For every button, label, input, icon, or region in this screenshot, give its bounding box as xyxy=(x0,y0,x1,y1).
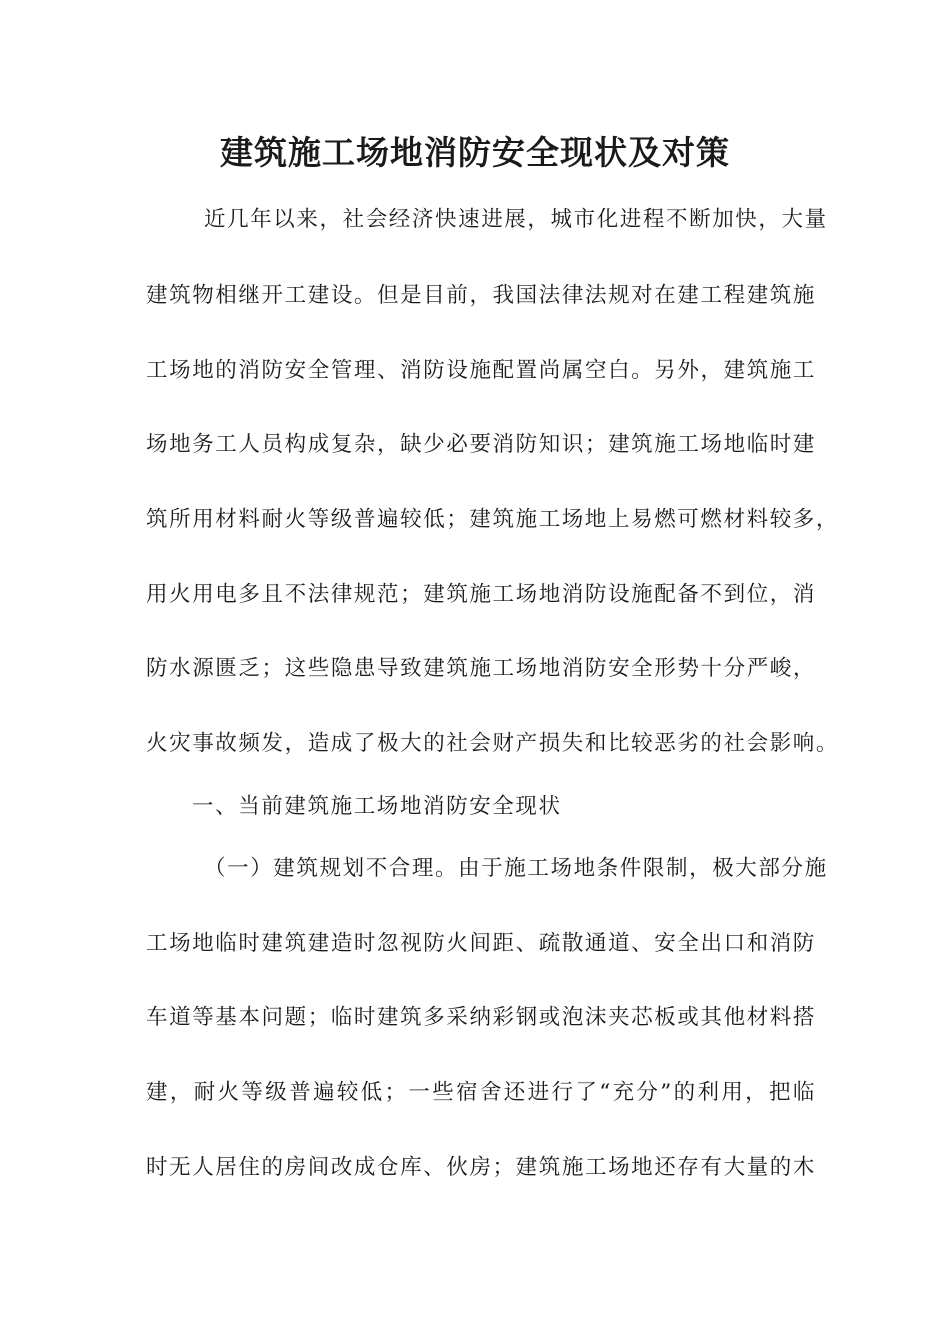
paragraph-line: 工场地临时建筑建造时忽视防火间距、疏散通道、安全出口和消防 xyxy=(146,931,816,956)
paragraph-line: 防水源匮乏；这些隐患导致建筑施工场地消防安全形势十分严峻， xyxy=(146,656,816,681)
paragraph-line: 车道等基本问题；临时建筑多采纳彩钢或泡沫夹芯板或其他材料搭 xyxy=(146,1005,816,1030)
paragraph-line: 火灾事故频发，造成了极大的社会财产损失和比较恶劣的社会影响。 xyxy=(146,731,840,756)
paragraph-line: 用火用电多且不法律规范；建筑施工场地消防设施配备不到位，消 xyxy=(146,582,816,607)
paragraph-line: 场地务工人员构成复杂，缺少必要消防知识；建筑施工场地临时建 xyxy=(146,432,816,457)
paragraph-line: 建，耐火等级普遍较低；一些宿舍还进行了“充分”的利用，把临 xyxy=(146,1080,816,1105)
paragraph-line: 工场地的消防安全管理、消防设施配置尚属空白。另外，建筑施工 xyxy=(146,358,816,383)
paragraph-line: （一）建筑规划不合理。由于施工场地条件限制，极大部分施 xyxy=(204,856,828,881)
paragraph-line: 近几年以来，社会经济快速进展，城市化进程不断加快，大量 xyxy=(204,207,828,232)
section-heading: 一、当前建筑施工场地消防安全现状 xyxy=(192,794,562,819)
paragraph-line: 时无人居住的房间改成仓库、伙房；建筑施工场地还存有大量的木 xyxy=(146,1155,816,1180)
paragraph-line: 筑所用材料耐火等级普遍较低；建筑施工场地上易燃可燃材料较多， xyxy=(146,507,840,532)
document-title: 建筑施工场地消防安全现状及对策 xyxy=(220,133,730,172)
paragraph-line: 建筑物相继开工建设。但是目前，我国法律法规对在建工程建筑施 xyxy=(146,283,816,308)
